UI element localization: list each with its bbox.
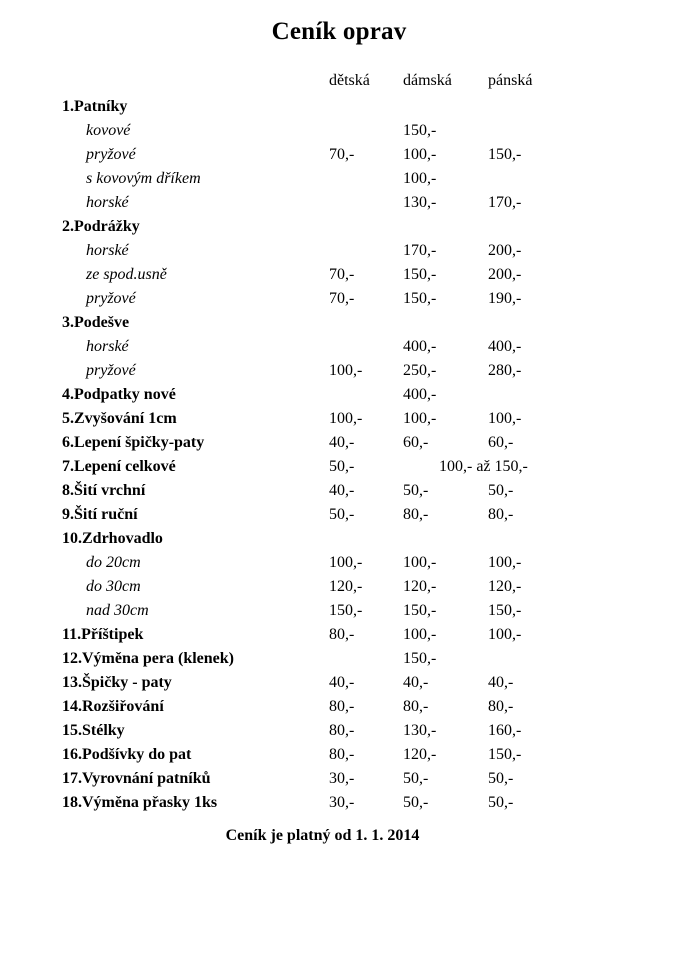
price-item-row bbox=[0, 695, 678, 719]
price-damska: 400,- bbox=[403, 338, 437, 355]
item-label: horské bbox=[86, 194, 129, 211]
price-item-row bbox=[0, 431, 678, 455]
price-subitem-row bbox=[0, 143, 678, 167]
price-panska: 150,- bbox=[488, 602, 522, 619]
price-subitem-row bbox=[0, 263, 678, 287]
price-subitem-row bbox=[0, 191, 678, 215]
column-header-damska: dámská bbox=[403, 72, 452, 89]
price-subitem-row bbox=[0, 287, 678, 311]
item-label: 2.Podrážky bbox=[62, 218, 140, 235]
price-detska: 80,- bbox=[329, 746, 355, 763]
price-panska: 100,- bbox=[488, 626, 522, 643]
price-detska: 50,- bbox=[329, 506, 355, 523]
price-detska: 80,- bbox=[329, 626, 355, 643]
price-item-row bbox=[0, 383, 678, 407]
price-item-row bbox=[0, 623, 678, 647]
price-detska: 70,- bbox=[329, 266, 355, 283]
validity-note: Ceník je platný od 1. 1. 2014 bbox=[225, 827, 420, 844]
price-damska: 50,- bbox=[403, 770, 429, 787]
price-subitem-row bbox=[0, 551, 678, 575]
price-subitem-row bbox=[0, 167, 678, 191]
price-damska: 120,- bbox=[403, 746, 437, 763]
item-label: nad 30cm bbox=[86, 602, 149, 619]
price-table bbox=[0, 95, 678, 815]
price-panska: 170,- bbox=[488, 194, 522, 211]
price-damska: 130,- bbox=[403, 194, 437, 211]
price-subitem-row bbox=[0, 335, 678, 359]
item-label: horské bbox=[86, 242, 129, 259]
price-damska: 100,- bbox=[403, 626, 437, 643]
price-damska: 150,- bbox=[403, 122, 437, 139]
price-detska: 70,- bbox=[329, 146, 355, 163]
price-item-row bbox=[0, 455, 678, 479]
column-header-panska: pánská bbox=[488, 72, 533, 89]
price-subitem-row bbox=[0, 575, 678, 599]
price-damska: 170,- bbox=[403, 242, 437, 259]
item-label: 13.Špičky - paty bbox=[62, 674, 172, 691]
price-item-row bbox=[0, 407, 678, 431]
price-panska: 100,- bbox=[488, 410, 522, 427]
price-panska: 60,- bbox=[488, 434, 514, 451]
price-panska: 50,- bbox=[488, 482, 514, 499]
price-subitem-row bbox=[0, 359, 678, 383]
price-detska: 30,- bbox=[329, 770, 355, 787]
price-panska: 400,- bbox=[488, 338, 522, 355]
price-damska: 250,- bbox=[403, 362, 437, 379]
price-panska: 190,- bbox=[488, 290, 522, 307]
price-item-row bbox=[0, 791, 678, 815]
column-header-detska: dětská bbox=[329, 72, 370, 89]
price-item-row bbox=[0, 719, 678, 743]
price-damska: 150,- bbox=[403, 602, 437, 619]
price-panska: 280,- bbox=[488, 362, 522, 379]
price-detska: 100,- bbox=[329, 554, 363, 571]
price-detska: 40,- bbox=[329, 482, 355, 499]
item-label: 9.Šití ruční bbox=[62, 506, 138, 523]
price-panska: 50,- bbox=[488, 770, 514, 787]
price-detska: 120,- bbox=[329, 578, 363, 595]
price-item-row bbox=[0, 767, 678, 791]
price-panska: 80,- bbox=[488, 506, 514, 523]
price-item-row bbox=[0, 311, 678, 335]
price-detska: 100,- bbox=[329, 362, 363, 379]
price-detska: 40,- bbox=[329, 674, 355, 691]
price-detska: 150,- bbox=[329, 602, 363, 619]
item-label: 14.Rozšiřování bbox=[62, 698, 164, 715]
item-label: 5.Zvyšování 1cm bbox=[62, 410, 177, 427]
price-damska: 120,- bbox=[403, 578, 437, 595]
item-label: 8.Šití vrchní bbox=[62, 482, 146, 499]
price-damska: 150,- bbox=[403, 650, 437, 667]
price-damska: 60,- bbox=[403, 434, 429, 451]
item-label: kovové bbox=[86, 122, 131, 139]
item-label: pryžové bbox=[86, 146, 136, 163]
item-label: 16.Podšívky do pat bbox=[62, 746, 192, 763]
price-panska: 80,- bbox=[488, 698, 514, 715]
item-label: do 30cm bbox=[86, 578, 141, 595]
price-item-row bbox=[0, 215, 678, 239]
price-damska: 100,- bbox=[403, 170, 437, 187]
price-panska: 150,- bbox=[488, 146, 522, 163]
price-item-row bbox=[0, 671, 678, 695]
price-damska: 80,- bbox=[403, 698, 429, 715]
price-subitem-row bbox=[0, 119, 678, 143]
item-label: 15.Stélky bbox=[62, 722, 125, 739]
price-range-damska-panska: 100,- až 150,- bbox=[439, 458, 528, 475]
price-detska: 80,- bbox=[329, 698, 355, 715]
item-label: 4.Podpatky nové bbox=[62, 386, 176, 403]
price-damska: 150,- bbox=[403, 290, 437, 307]
price-panska: 160,- bbox=[488, 722, 522, 739]
item-label: 6.Lepení špičky-paty bbox=[62, 434, 205, 451]
price-damska: 50,- bbox=[403, 794, 429, 811]
price-panska: 40,- bbox=[488, 674, 514, 691]
price-panska: 100,- bbox=[488, 554, 522, 571]
price-item-row bbox=[0, 95, 678, 119]
price-detska: 30,- bbox=[329, 794, 355, 811]
item-label: horské bbox=[86, 338, 129, 355]
item-label: do 20cm bbox=[86, 554, 141, 571]
item-label: pryžové bbox=[86, 362, 136, 379]
item-label: pryžové bbox=[86, 290, 136, 307]
price-item-row bbox=[0, 527, 678, 551]
price-detska: 40,- bbox=[329, 434, 355, 451]
price-subitem-row bbox=[0, 599, 678, 623]
price-panska: 200,- bbox=[488, 242, 522, 259]
page-title: Ceník oprav bbox=[271, 18, 407, 45]
price-item-row bbox=[0, 479, 678, 503]
price-panska: 120,- bbox=[488, 578, 522, 595]
price-panska: 150,- bbox=[488, 746, 522, 763]
price-damska: 150,- bbox=[403, 266, 437, 283]
price-item-row bbox=[0, 503, 678, 527]
price-damska: 80,- bbox=[403, 506, 429, 523]
item-label: ze spod.usně bbox=[86, 266, 167, 283]
price-damska: 130,- bbox=[403, 722, 437, 739]
item-label: 17.Vyrovnání patníků bbox=[62, 770, 211, 787]
item-label: 7.Lepení celkové bbox=[62, 458, 176, 475]
item-label: 18.Výměna přasky 1ks bbox=[62, 794, 218, 811]
price-damska: 100,- bbox=[403, 146, 437, 163]
price-item-row bbox=[0, 647, 678, 671]
price-subitem-row bbox=[0, 239, 678, 263]
item-label: 11.Příštipek bbox=[62, 626, 144, 643]
price-detska: 70,- bbox=[329, 290, 355, 307]
price-damska: 40,- bbox=[403, 674, 429, 691]
price-detska: 100,- bbox=[329, 410, 363, 427]
price-damska: 100,- bbox=[403, 410, 437, 427]
item-label: 12.Výměna pera (klenek) bbox=[62, 650, 234, 667]
price-detska: 80,- bbox=[329, 722, 355, 739]
price-panska: 200,- bbox=[488, 266, 522, 283]
item-label: s kovovým dříkem bbox=[86, 170, 201, 187]
item-label: 10.Zdrhovadlo bbox=[62, 530, 163, 547]
price-damska: 100,- bbox=[403, 554, 437, 571]
price-damska: 50,- bbox=[403, 482, 429, 499]
price-item-row bbox=[0, 743, 678, 767]
item-label: 3.Podešve bbox=[62, 314, 130, 331]
item-label: 1.Patníky bbox=[62, 98, 128, 115]
price-detska: 50,- bbox=[329, 458, 355, 475]
price-panska: 50,- bbox=[488, 794, 514, 811]
price-damska: 400,- bbox=[403, 386, 437, 403]
